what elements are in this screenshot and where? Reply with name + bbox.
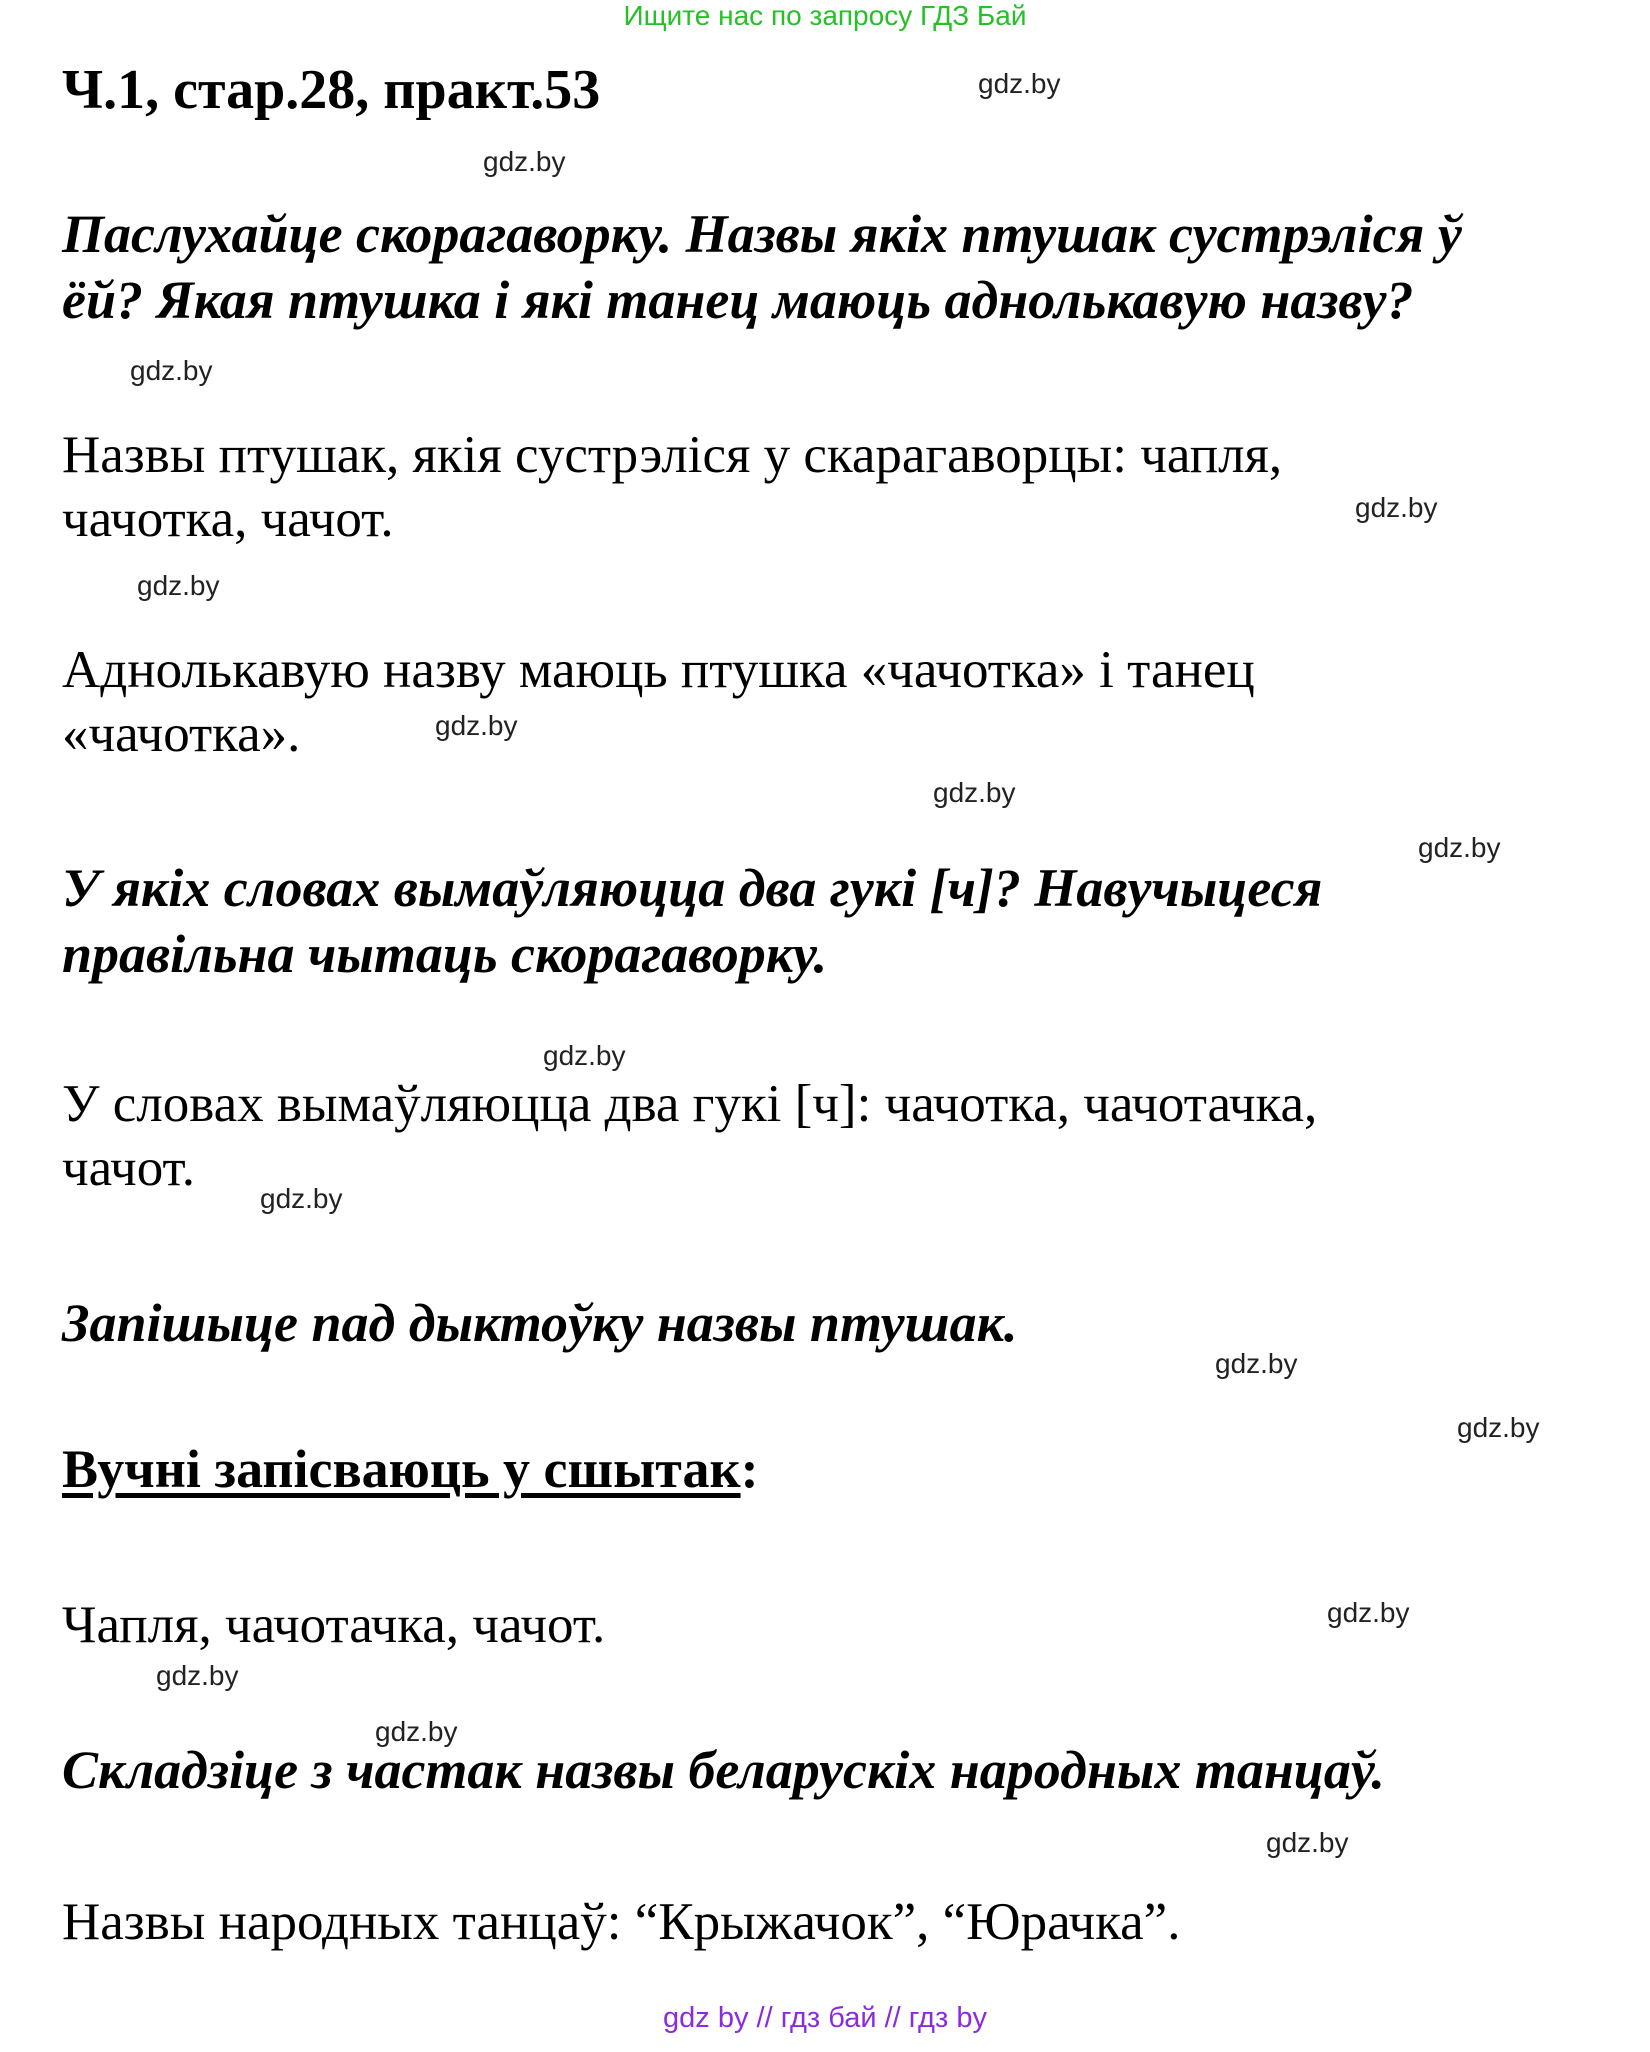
answer-5: Назвы народных танцаў: “Крыжачок”, “Юрачка”. xyxy=(62,1893,1181,1951)
watermark: gdz.by xyxy=(1457,1412,1540,1443)
watermark: gdz.by xyxy=(483,146,566,177)
top-promo-note: Ищите нас по запросу ГДЗ Бай xyxy=(623,0,1027,31)
watermark: gdz.by xyxy=(1418,832,1501,863)
watermark: gdz.by xyxy=(435,710,518,741)
answer-3-line-2: чачот. xyxy=(62,1139,195,1197)
section-heading xyxy=(62,1438,759,1500)
watermark: gdz.by xyxy=(130,355,213,386)
task-2-line-1: У якіх словах вымаўляюцца два гукі [ч]? Навучыцеся xyxy=(62,858,1323,918)
watermark: gdz.by xyxy=(1355,492,1438,523)
task-1-line-2: ёй? Якая птушка і які танец маюць аднолькавую назву? xyxy=(62,270,1414,330)
watermark: gdz.by xyxy=(156,1660,239,1691)
task-2-line-2: правільна чытаць скорагаворку. xyxy=(62,924,828,984)
watermark: gdz.by xyxy=(137,570,220,601)
watermark: gdz.by xyxy=(1266,1827,1349,1858)
task-3: Запішыце пад дыктоўку назвы птушак. xyxy=(62,1293,1018,1353)
answer-3-line-1: У словах вымаўляюцца два гукі [ч]: чачотка, чачотачка, xyxy=(62,1075,1318,1133)
task-1-line-1: Паслухайце скорагаворку. Назвы якіх птушак сустрэліся ў xyxy=(62,204,1462,264)
answer-2-line-1: Аднолькавую назву маюць птушка «чачотка» і танец xyxy=(62,641,1255,699)
page-title: Ч.1, стар.28, практ.53 xyxy=(62,59,601,121)
task-4: Складзіце з частак назвы беларускіх народных танцаў. xyxy=(62,1740,1385,1800)
answer-1-line-2: чачотка, чачот. xyxy=(62,490,394,548)
watermark: gdz.by xyxy=(260,1183,343,1214)
answer-1-line-1: Назвы птушак, якія сустрэліся у скарагаворцы: чапля, xyxy=(62,426,1283,484)
answer-2-line-2: «чачотка». xyxy=(62,705,301,763)
watermark: gdz.by xyxy=(978,68,1061,99)
section-heading-colon: : xyxy=(740,1439,759,1499)
answer-4: Чапля, чачотачка, чачот. xyxy=(62,1596,606,1654)
footer-links: gdz by // гдз бай // гдз by xyxy=(663,2002,987,2034)
watermark: gdz.by xyxy=(1215,1348,1298,1379)
watermark: gdz.by xyxy=(375,1716,458,1747)
watermark: gdz.by xyxy=(543,1040,626,1071)
watermark: gdz.by xyxy=(1327,1597,1410,1628)
watermark: gdz.by xyxy=(933,777,1016,808)
section-heading-label: Вучні запісваюць у сшытак xyxy=(62,1439,741,1499)
